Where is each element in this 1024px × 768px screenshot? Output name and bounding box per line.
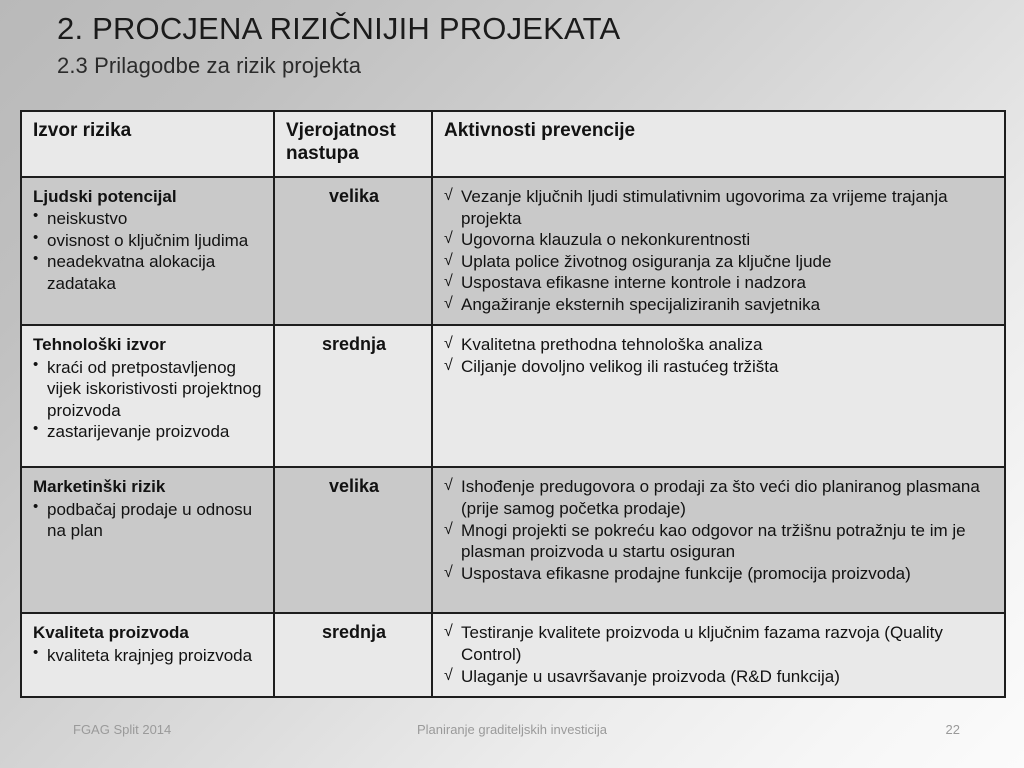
risk-source-title: Marketinški rizik [33, 477, 166, 497]
list-item: √ Ciljanje dovoljno velikog ili rastućeg tržišta [444, 356, 995, 378]
list-item: • neiskustvo [33, 208, 264, 229]
cell-risk-source [21, 325, 274, 467]
list-item: • kraći od pretpostavljenog vijek iskoristivosti projektnog proizvoda [33, 357, 264, 421]
risk-source-bullets [33, 499, 264, 542]
title-block [57, 12, 957, 78]
cell-prevention-actions [432, 613, 1005, 697]
prevention-action-list [444, 186, 995, 315]
cell-probability: velika [274, 467, 432, 613]
cell-risk-source [21, 613, 274, 697]
list-item: √ Ulaganje u usavršavanje proizvoda (R&D funkcija) [444, 666, 995, 688]
list-item: • ovisnost o ključnim ljudima [33, 230, 264, 251]
list-item: • podbačaj prodaje u odnosu na plan [33, 499, 264, 542]
cell-probability: srednja [274, 325, 432, 467]
list-item: √ Angažiranje eksternih specijaliziranih savjetnika [444, 294, 995, 316]
column-header-source: Izvor rizika [21, 111, 274, 177]
table-row [21, 613, 1005, 697]
risk-source-title: Kvaliteta proizvoda [33, 623, 189, 643]
footer-course-title: Planiranje graditeljskih investicija [416, 722, 608, 737]
table-header [21, 111, 1005, 177]
risk-source-title: Tehnološki izvor [33, 335, 166, 355]
table-body [21, 177, 1005, 697]
cell-prevention-actions [432, 467, 1005, 613]
prevention-action-list [444, 622, 995, 687]
list-item: √ Uspostava efikasne interne kontrole i nadzora [444, 272, 995, 294]
prevention-action-list [444, 334, 995, 377]
list-item: √ Kvalitetna prethodna tehnološka analiza [444, 334, 995, 356]
table-row [21, 325, 1005, 467]
list-item: √ Uspostava efikasne prodajne funkcije (promocija proizvoda) [444, 563, 995, 585]
list-item: √ Ishođenje predugovora o prodaji za što veći dio planiranog plasmana (prije samog početka prodaje) [444, 476, 995, 519]
risk-source-title: Ljudski potencijal [33, 187, 177, 206]
slide-footer [0, 722, 1024, 746]
cell-prevention-actions [432, 177, 1005, 325]
table-header-row [21, 111, 1005, 177]
list-item: • neadekvatna alokacija zadataka [33, 251, 264, 294]
table-row [21, 177, 1005, 325]
risk-table [20, 110, 1006, 698]
cell-risk-source [21, 467, 274, 613]
list-item: √ Testiranje kvalitete proizvoda u ključnim fazama razvoja (Quality Control) [444, 622, 995, 665]
column-header-probability: Vjerojatnost nastupa [274, 111, 432, 177]
prevention-action-list [444, 476, 995, 584]
risk-source-bullets [33, 357, 264, 443]
page-title: 2. PROCJENA RIZIČNIJIH PROJEKATA [57, 11, 621, 46]
list-item: √ Mnogi projekti se pokreću kao odgovor na tržišnu potražnju te im je plasman proizvoda u startu osiguran [444, 520, 995, 563]
cell-prevention-actions [432, 325, 1005, 467]
list-item: √ Uplata police životnog osiguranja za ključne ljude [444, 251, 995, 273]
footer-institution: FGAG Split 2014 [73, 722, 172, 737]
page-subtitle: 2.3 Prilagodbe za rizik projekta [57, 52, 362, 78]
list-item: • kvaliteta krajnjeg proizvoda [33, 645, 264, 666]
table-row [21, 467, 1005, 613]
risk-source-bullets [33, 645, 264, 666]
cell-probability: srednja [274, 613, 432, 697]
list-item: • zastarijevanje proizvoda [33, 421, 264, 442]
footer-page-number: 22 [945, 722, 960, 737]
list-item: √ Ugovorna klauzula o nekonkurentnosti [444, 229, 995, 251]
list-item: √ Vezanje ključnih ljudi stimulativnim ugovorima za vrijeme trajanja projekta [444, 186, 995, 229]
cell-probability: velika [274, 177, 432, 325]
column-header-actions: Aktivnosti prevencije [432, 111, 1005, 177]
risk-source-bullets [33, 208, 264, 294]
cell-risk-source [21, 177, 274, 325]
